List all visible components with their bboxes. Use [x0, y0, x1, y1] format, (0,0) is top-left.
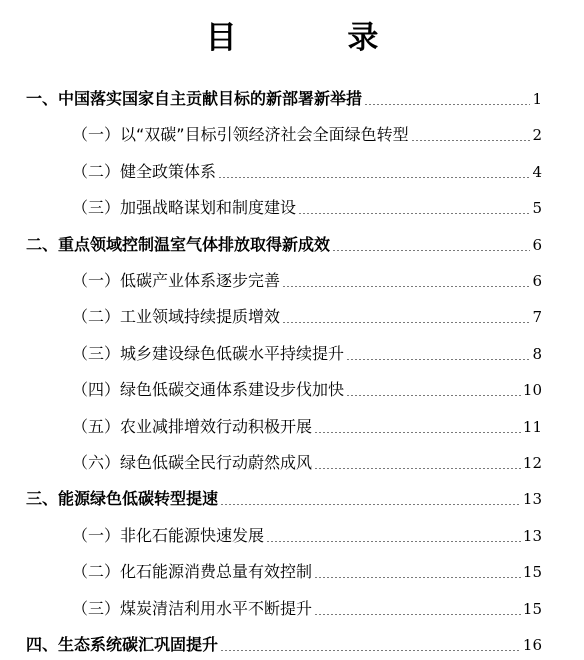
dot-leader	[218, 177, 530, 178]
toc-section-entry[interactable]	[72, 193, 542, 223]
toc-section-entry[interactable]	[72, 157, 542, 187]
dot-leader	[282, 286, 530, 287]
toc-entry-label: （一）以“双碳”目标引领经济社会全面绿色转型	[72, 125, 409, 145]
toc-chapter-entry[interactable]	[26, 84, 542, 114]
dot-leader	[266, 541, 521, 542]
dot-leader	[346, 359, 530, 360]
toc-section-entry[interactable]	[72, 120, 542, 150]
toc-page-number: 15	[522, 599, 542, 618]
dot-leader	[314, 432, 521, 433]
toc-entry-label: （一）低碳产业体系逐步完善	[72, 271, 281, 290]
toc-page-number: 10	[522, 381, 542, 400]
toc-section-entry[interactable]	[72, 594, 542, 624]
toc-section-entry[interactable]	[72, 521, 542, 551]
toc-entry-label: 三、能源绿色低碳转型提速	[26, 489, 219, 509]
toc-page-number: 1	[532, 90, 542, 108]
toc-entry-label: （五）农业减排增效行动积极开展	[72, 416, 313, 436]
toc-page-number: 13	[522, 526, 542, 545]
dot-leader	[314, 614, 521, 615]
toc-section-entry[interactable]	[72, 448, 542, 478]
toc-entry-label: （二）健全政策体系	[72, 161, 217, 181]
toc-page-number: 11	[522, 417, 542, 436]
toc-section-entry[interactable]	[72, 266, 542, 296]
toc-page-number: 5	[532, 199, 542, 218]
toc-section-entry[interactable]	[72, 339, 542, 369]
toc-chapter-entry[interactable]	[26, 630, 542, 660]
toc-page-number: 15	[522, 563, 542, 582]
dot-leader	[220, 504, 521, 505]
toc-page-number: 12	[522, 454, 542, 472]
toc-page-number: 8	[532, 344, 542, 363]
toc-page-number: 7	[532, 308, 542, 327]
toc-entry-label: （六）绿色低碳全民行动蔚然成风	[72, 453, 313, 472]
toc-page-number: 6	[532, 272, 542, 290]
toc-page-number: 6	[532, 235, 542, 254]
dot-leader	[346, 395, 521, 396]
toc-entry-label: （四）绿色低碳交通体系建设步伐加快	[72, 380, 345, 400]
toc-entry-label: 四、生态系统碳汇巩固提升	[26, 635, 219, 654]
toc-page-number: 2	[532, 126, 542, 145]
dot-leader	[314, 468, 521, 469]
toc-page-number: 16	[522, 636, 542, 654]
toc-section-entry[interactable]	[72, 302, 542, 332]
dot-leader	[332, 250, 530, 251]
dot-leader	[364, 104, 530, 105]
toc-page-number: 13	[522, 490, 542, 509]
toc-page-number: 4	[532, 162, 542, 181]
toc-entry-label: 一、中国落实国家自主贡献目标的新部署新举措	[26, 89, 363, 108]
toc-chapter-entry[interactable]	[26, 230, 542, 260]
toc-entry-label: 二、重点领域控制温室气体排放取得新成效	[26, 234, 331, 254]
toc-section-entry[interactable]	[72, 412, 542, 442]
page-title: 目 录	[205, 20, 429, 56]
dot-leader	[411, 140, 531, 141]
dot-leader	[298, 213, 530, 214]
toc-entry-label: （一）非化石能源快速发展	[72, 525, 265, 545]
toc-entry-label: （二）化石能源消费总量有效控制	[72, 562, 313, 582]
toc-section-entry[interactable]	[72, 557, 542, 587]
dot-leader	[220, 650, 521, 651]
toc-section-entry[interactable]	[72, 375, 542, 405]
toc-entry-label: （二）工业领域持续提质增效	[72, 307, 281, 327]
toc-entry-label: （三）城乡建设绿色低碳水平持续提升	[72, 343, 345, 363]
toc-entry-label: （三）加强战略谋划和制度建设	[72, 198, 297, 218]
toc-chapter-entry[interactable]	[26, 484, 542, 514]
toc-entry-label: （三）煤炭清洁利用水平不断提升	[72, 598, 313, 618]
dot-leader	[282, 322, 530, 323]
dot-leader	[314, 577, 521, 578]
